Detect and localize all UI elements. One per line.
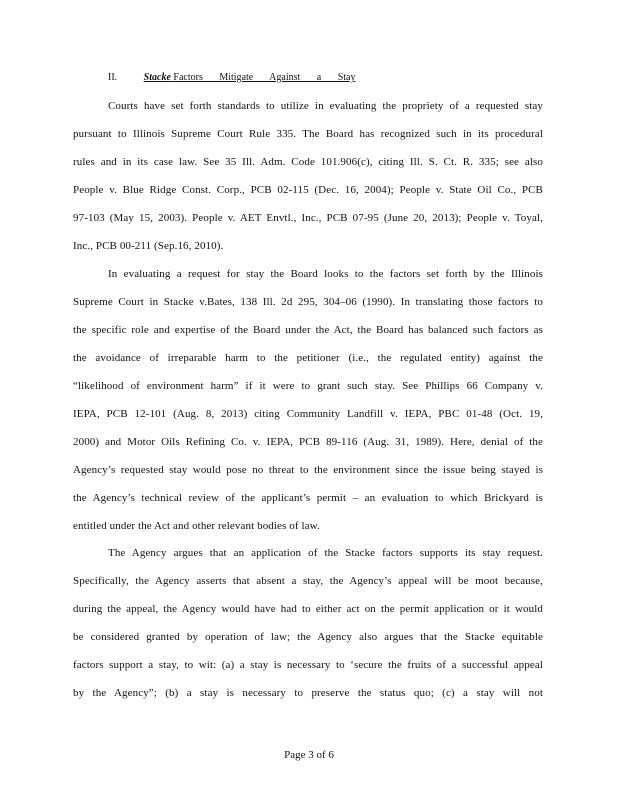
text-line: factors support a stay, to wit: (a) a stay is necessary to ‘secure the fruits of a successful appeal [73, 659, 543, 671]
section-title-case-name: Stacke [143, 72, 171, 83]
text-line: 97-103 (May 15, 2003). People v. AET Envtl., Inc., PCB 07-95 (June 20, 2013); People v. Toyal, [73, 212, 543, 224]
text-line: “likelihood of environment harm” if it were to grant such stay. See Phillips 66 Company v. [73, 380, 543, 392]
text-line: by the Agency”; (b) a stay is necessary to preserve the status quo; (c) a stay will not [73, 687, 543, 699]
text-line: the Agency’s technical review of the applicant’s permit – an evaluation to which Brickyard is [73, 492, 543, 504]
text-line: Courts have set forth standards to utilize in evaluating the propriety of a requested stay [108, 100, 543, 112]
text-line: the specific role and expertise of the Board under the Act, the Board has balanced such factors as [73, 324, 543, 336]
text-line: be considered granted by operation of law; the Agency also argues that the Stacke equitable [73, 631, 543, 643]
text-line: 2000) and Motor Oils Refining Co. v. IEPA, PCB 89-116 (Aug. 31, 1989). Here, denial of the [73, 436, 543, 448]
section-title: Factors Mitigate Against a Stay [173, 72, 356, 83]
text-line: during the appeal, the Agency would have had to either act on the permit application or it would [73, 603, 543, 615]
text-line: the avoidance of irreparable harm to the petitioner (i.e., the regulated entity) against the [73, 352, 543, 364]
page-number: Page 3 of 6 [284, 749, 334, 761]
text-line: Agency’s requested stay would pose no threat to the environment since the issue being stayed is [73, 464, 543, 476]
text-line: Inc., PCB 00-211 (Sep.16, 2010). [73, 240, 224, 252]
section-number: II. [108, 72, 118, 83]
text-line: People v. Blue Ridge Const. Corp., PCB 02-115 (Dec. 16, 2004); People v. State Oil Co., PCB [73, 184, 543, 196]
text-line: Supreme Court in Stacke v.Bates, 138 Ill. 2d 295, 304–06 (1990). In translating those factors to [73, 296, 543, 308]
text-line: rules and in its case law. See 35 Ill. Adm. Code 101.906(c), citing Ill. S. Ct. R. 335; see also [73, 156, 543, 168]
text-line: Specifically, the Agency asserts that absent a stay, the Agency’s appeal will be moot because, [73, 575, 543, 587]
text-line: IEPA, PCB 12-101 (Aug. 8, 2013) citing Community Landfill v. IEPA, PBC 01-48 (Oct. 19, [73, 408, 543, 420]
text-line: The Agency argues that an application of the Stacke factors supports its stay request. [108, 547, 543, 559]
section-heading [108, 72, 355, 83]
text-line: entitled under the Act and other relevant bodies of law. [73, 520, 320, 532]
text-line: pursuant to Illinois Supreme Court Rule 335. The Board has recognized such in its procedural [73, 128, 543, 140]
text-line: In evaluating a request for stay the Board looks to the factors set forth by the Illinois [108, 268, 543, 280]
